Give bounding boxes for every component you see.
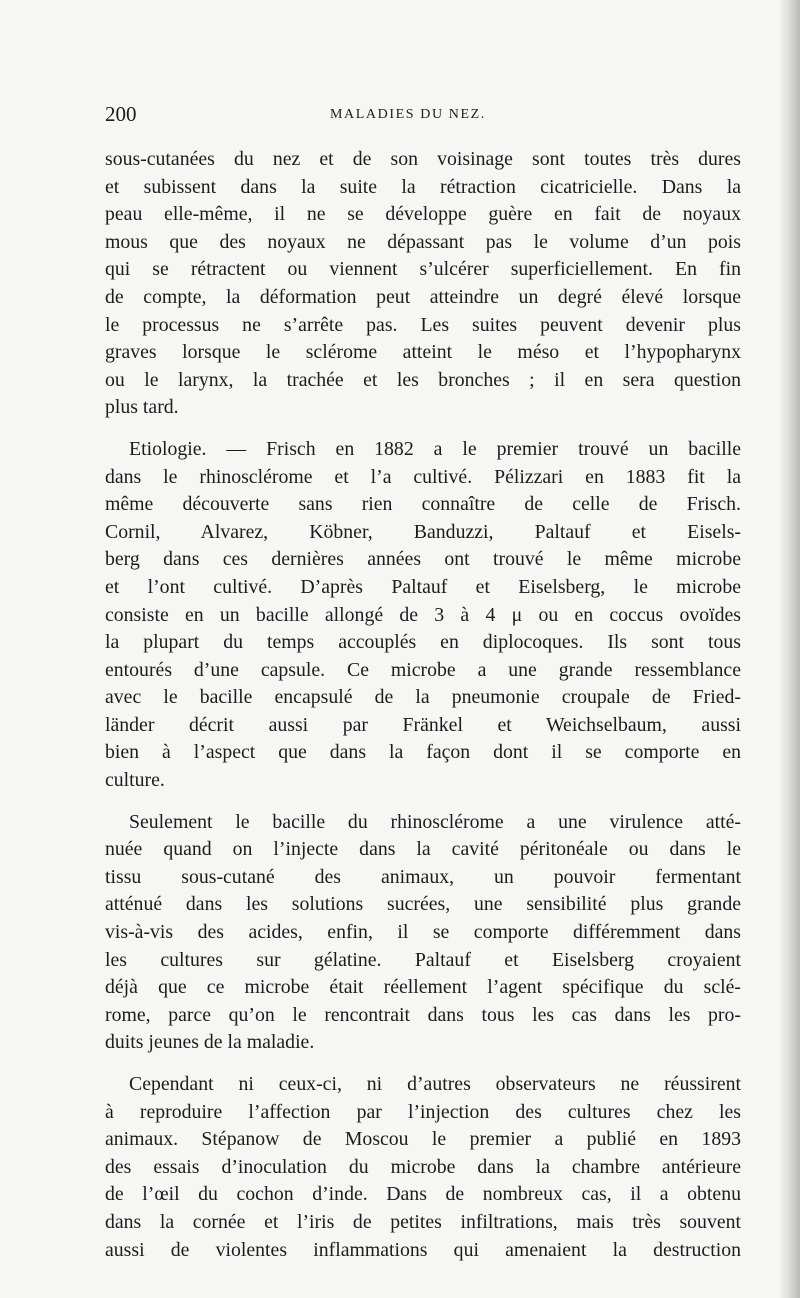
text-line: rome, parce qu’on le rencontrait dans tous les cas dans les pro- [105, 1003, 741, 1026]
text-line: atténué dans les solutions sucrées, une sensibilité plus grande [105, 893, 741, 916]
page-number: 200 [105, 102, 137, 126]
text-line: avec le bacille encapsulé de la pneumonie croupale de Fried- [105, 686, 741, 709]
text-line: tissu sous-cutané des animaux, un pouvoir fermentant [105, 865, 741, 888]
text-line: vis-à-vis des acides, enfin, il se comporte différemment dans [105, 921, 741, 944]
paragraph [105, 1071, 741, 1264]
section-heading-line: Etiologie. — Frisch en 1882 a le premier trouvé un bacille [129, 437, 741, 460]
text-line: sous-cutanées du nez et de son voisinage sont toutes très dures [105, 148, 741, 170]
page-header [105, 102, 740, 132]
paragraph [105, 809, 741, 1057]
text-line: Cependant ni ceux-ci, ni d’autres observateurs ne réussirent [129, 1073, 741, 1095]
paragraph-etiologie [105, 436, 741, 795]
paragraph [105, 146, 741, 422]
running-title: MALADIES DU NEZ. [330, 107, 486, 122]
text-line: consiste en un bacille allongé de 3 à 4 μ ou en coccus ovoïdes [105, 603, 741, 626]
text-line: mous que des noyaux ne dépassant pas le volume d’un pois [105, 230, 741, 253]
text-line: et l’ont cultivé. D’après Paltauf et Eiselsberg, le microbe [105, 575, 741, 598]
text-line: Cornil, Alvarez, Köbner, Banduzzi, Paltauf et Eisels- [105, 520, 741, 543]
text-line: bien à l’aspect que dans la façon dont il se comporte en [105, 741, 741, 764]
page-edge-shadow [778, 0, 800, 1298]
text-line: nuée quand on l’injecte dans la cavité péritonéale ou dans le [105, 838, 741, 861]
text-line: culture. [105, 769, 165, 792]
text-line: même découverte sans rien connaître de celle de Frisch. [105, 493, 741, 516]
text-line: des essais d’inoculation du microbe dans la chambre antérieure [105, 1155, 741, 1178]
text-line: de compte, la déformation peut atteindre un degré élevé lorsque [105, 285, 741, 308]
text-line: dans le rhinosclérome et l’a cultivé. Pélizzari en 1883 fit la [105, 465, 741, 488]
text-line: le processus ne s’arrête pas. Les suites peuvent devenir plus [105, 313, 741, 336]
text-line: Seulement le bacille du rhinosclérome a une virulence atté- [129, 810, 741, 833]
text-line: à reproduire l’affection par l’injection des cultures chez les [105, 1100, 741, 1123]
text-line: duits jeunes de la maladie. [105, 1031, 315, 1054]
text-line: aussi de violentes inflammations qui amenaient la destruction [105, 1238, 741, 1261]
text-line: entourés d’une capsule. Ce microbe a une grande ressemblance [105, 658, 741, 681]
text-line: les cultures sur gélatine. Paltauf et Eiselsberg croyaient [105, 948, 741, 971]
text-line: de l’œil du cochon d’inde. Dans de nombreux cas, il a obtenu [105, 1183, 741, 1206]
text-line: qui se rétractent ou viennent s’ulcérer superficiellement. En fin [105, 258, 741, 281]
text-line: la plupart du temps accouplés en diplocoques. Ils sont tous [105, 631, 741, 654]
text-line: plus tard. [105, 396, 179, 419]
text-line: ou le larynx, la trachée et les bronches ; il en sera question [105, 368, 741, 391]
text-line: peau elle-même, il ne se développe guère en fait de noyaux [105, 203, 741, 226]
text-line: et subissent dans la suite la rétraction cicatricielle. Dans la [105, 175, 741, 198]
text-line: graves lorsque le sclérome atteint le méso et l’hypopharynx [105, 341, 741, 364]
text-line: animaux. Stépanow de Moscou le premier a publié en 1893 [105, 1128, 741, 1151]
body-text [105, 146, 741, 1278]
text-line: berg dans ces dernières années ont trouvé le même microbe [105, 548, 741, 571]
text-line: länder décrit aussi par Fränkel et Weichselbaum, aussi [105, 713, 741, 736]
text-line: dans la cornée et l’iris de petites infiltrations, mais très souvent [105, 1210, 741, 1233]
text-line: déjà que ce microbe était réellement l’agent spécifique du sclé- [105, 976, 741, 999]
